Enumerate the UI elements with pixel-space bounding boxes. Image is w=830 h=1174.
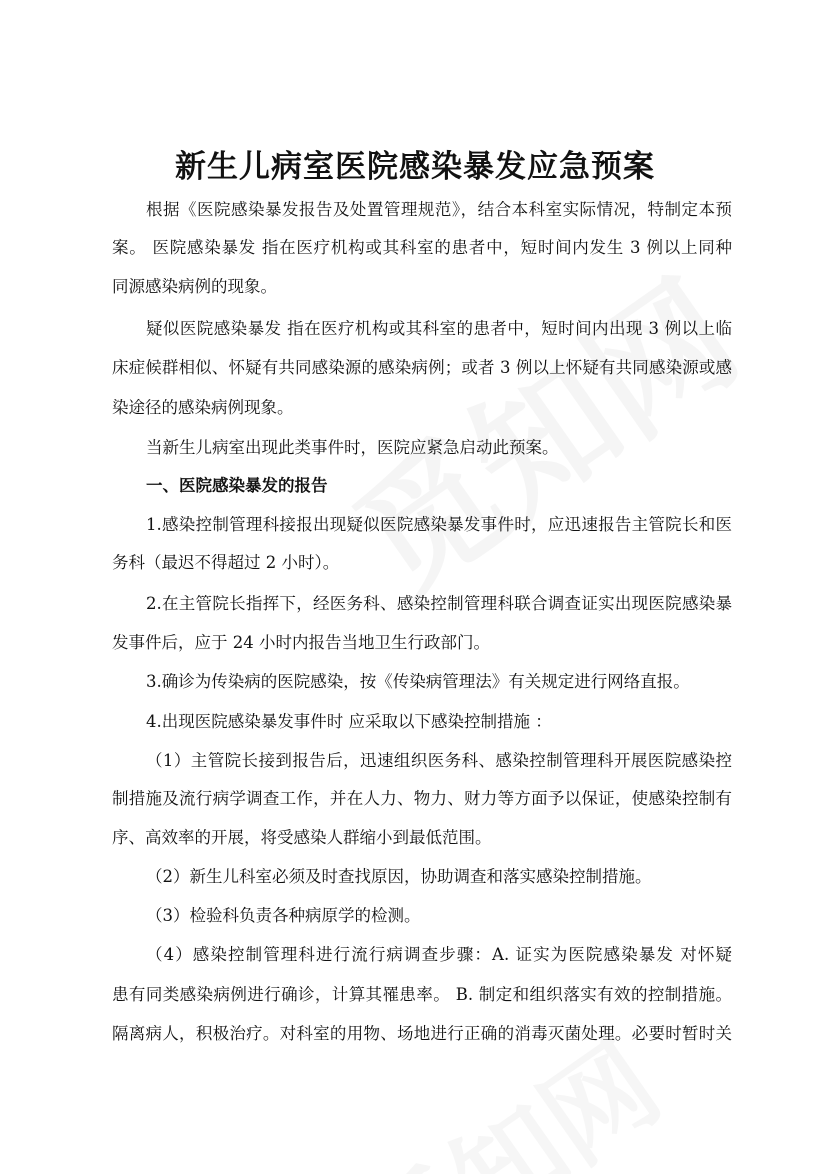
paragraph-line: 序、高效率的开展，将受感染人群缩小到最低范围。 bbox=[112, 828, 492, 847]
paragraph-line: （4）感染控制管理科进行流行病调查步骤：A. 证实为医院感染暴发 对怀疑 bbox=[146, 945, 732, 964]
paragraph-line: 案。 医院感染暴发 指在医疗机构或其科室的患者中，短时间内发生 3 例以上同种 bbox=[112, 238, 732, 257]
paragraph-line: 1.感染控制管理科接报出现疑似医院感染暴发事件时，应迅速报告主管院长和医 bbox=[146, 515, 732, 534]
paragraph-line: 务科（最迟不得超过 2 小时）。 bbox=[112, 553, 340, 572]
paragraph-line: 制措施及流行病学调查工作，并在人力、物力、财力等方面予以保证，使感染控制有 bbox=[112, 789, 732, 808]
paragraph-line: 3.确诊为传染病的医院感染，按《传染病管理法》有关规定进行网络直报。 bbox=[146, 672, 690, 691]
paragraph-line: 隔离病人，积极治疗。对科室的用物、场地进行正确的消毒灭菌处理。必要时暂时关 bbox=[112, 1024, 732, 1043]
paragraph-line: 染途径的感染病例现象。 bbox=[112, 398, 294, 417]
paragraph-line: 2.在主管院长指挥下，经医务科、感染控制管理科联合调查证实出现医院感染暴 bbox=[146, 594, 732, 613]
paragraph-line: 4.出现医院感染暴发事件时 应采取以下感染控制措施 ： bbox=[146, 712, 552, 731]
section-heading: 一、医院感染暴发的报告 bbox=[146, 476, 328, 495]
paragraph-line: （1）主管院长接到报告后，迅速组织医务科、感染控制管理科开展医院感染控 bbox=[146, 751, 732, 770]
paragraph-line: 疑似医院感染暴发 指在医疗机构或其科室的患者中，短时间内出现 3 例以上临 bbox=[146, 319, 732, 338]
paragraph-line: （2）新生儿科室必须及时查找原因，协助调查和落实感染控制措施。 bbox=[146, 867, 652, 886]
paragraph-line: 床症候群相似、怀疑有共同感染源的感染病例；或者 3 例以上怀疑有共同感染源或感 bbox=[112, 358, 732, 377]
paragraph-line: 患有同类感染病例进行确诊，计算其罹患率。 B. 制定和组织落实有效的控制措施。 bbox=[112, 985, 732, 1004]
paragraph-line: （3）检验科负责各种病原学的检测。 bbox=[146, 906, 421, 925]
document-title: 新生儿病室医院感染暴发应急预案 bbox=[175, 149, 655, 185]
paragraph-line: 根据《医院感染暴发报告及处置管理规范》，结合本科室实际情况，特制定本预 bbox=[146, 200, 732, 219]
paragraph-line: 同源感染病例的现象。 bbox=[112, 277, 277, 296]
paragraph-line: 当新生儿病室出现此类事件时，医院应紧急启动此预案。 bbox=[146, 438, 559, 457]
paragraph-line: 发事件后，应于 24 小时内报告当地卫生行政部门。 bbox=[112, 633, 490, 652]
